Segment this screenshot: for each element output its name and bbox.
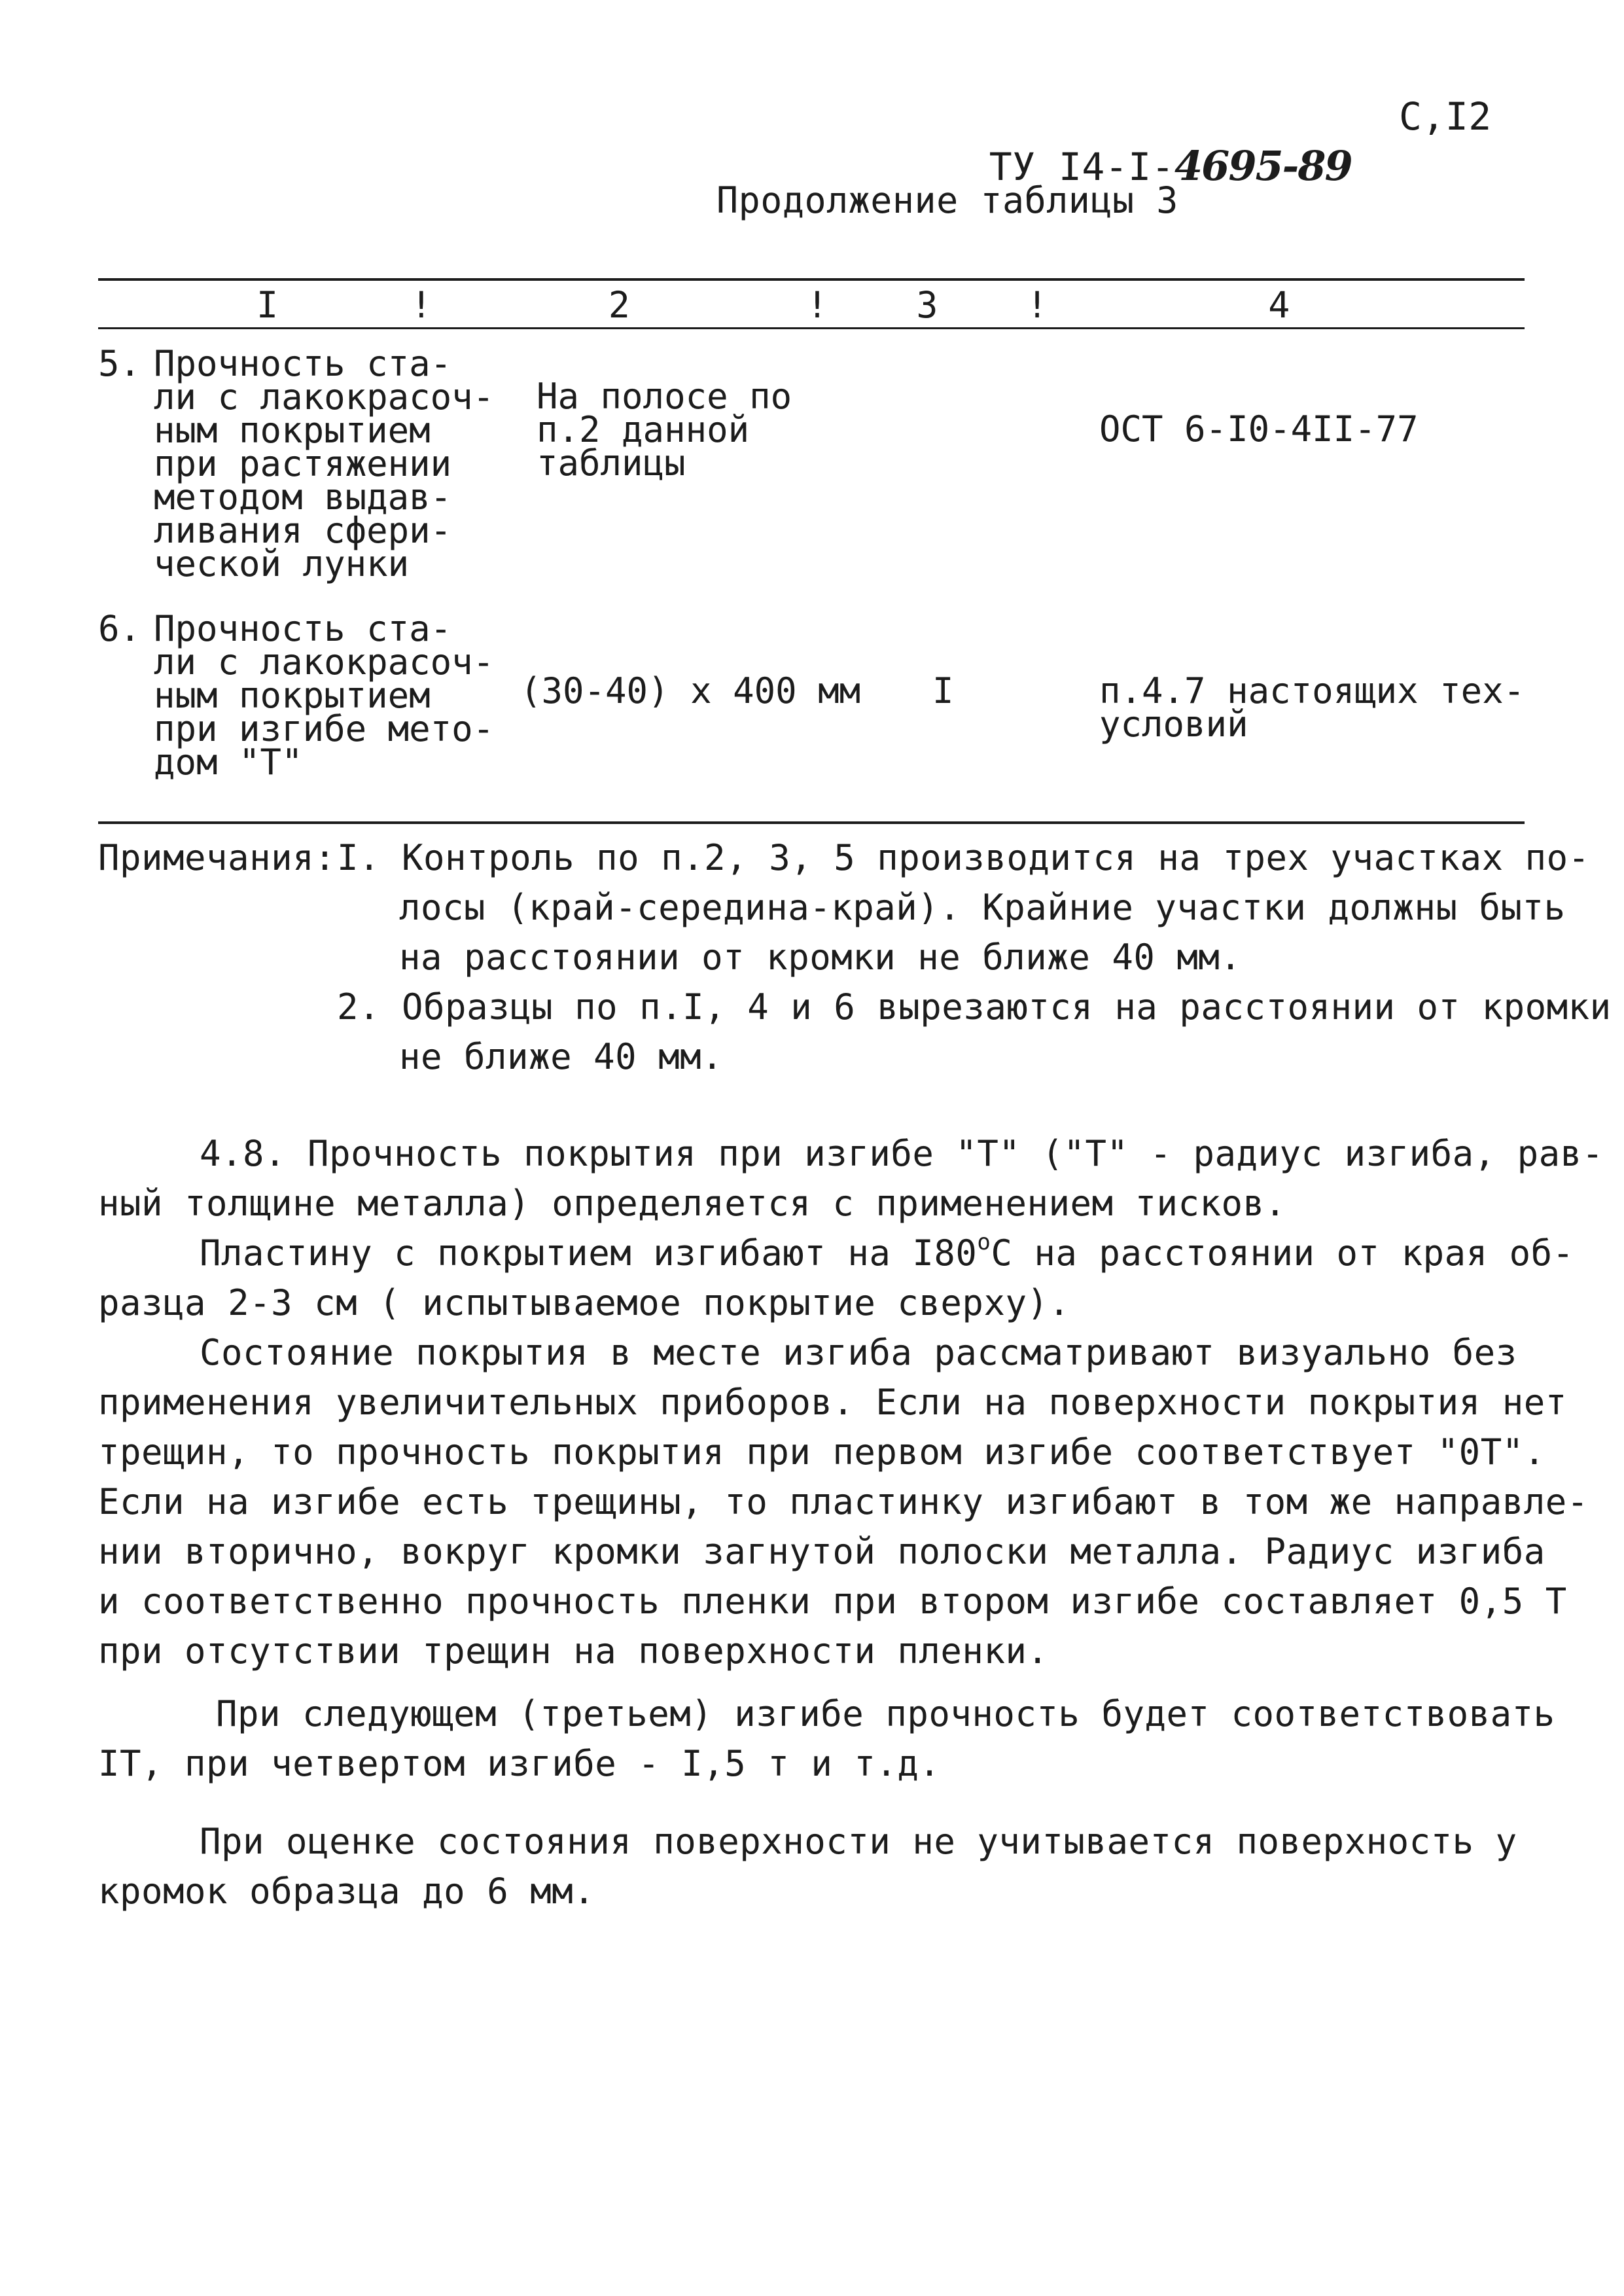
table-row-6-number: 6. — [98, 608, 141, 649]
table-row-5-method: ОСТ 6-I0-4II-77 — [1099, 408, 1419, 450]
body-line: нии вторично, вокруг кромки загнутой полоски металла. Радиус изгиба — [98, 1531, 1545, 1572]
body-line: При следующем (третьем) изгибе прочность будет соответствовать — [216, 1693, 1555, 1734]
degree-superscript: о — [977, 1229, 991, 1255]
body-line — [200, 1229, 1574, 1283]
page-number: С,I2 — [1399, 94, 1492, 139]
notes-line: 2. Образцы по п.I, 4 и 6 вырезаются на расстоянии от кромки — [337, 986, 1612, 1028]
notes-line: не ближе 40 мм. — [399, 1036, 724, 1077]
body-line: и соответственно прочность пленки при втором изгибе составляет 0,5 Т — [98, 1581, 1567, 1622]
notes-line: лосы (край-середина-край). Крайние участки должны быть — [399, 887, 1566, 928]
table-row-5-number: 5. — [98, 343, 141, 384]
body-text: С на расстоянии от края об- — [991, 1232, 1574, 1274]
body-line: Состояние покрытия в месте изгиба рассматривают визуально без — [200, 1332, 1517, 1373]
notes-label: Примечания: — [98, 837, 336, 878]
table-row-6-indicator: Прочность ста- ли с лакокрасоч- ным покрытием при изгибе мето- дом "Т" — [154, 608, 495, 783]
body-line: Если на изгибе есть трещины, то пластинку изгибают в том же направле- — [98, 1481, 1589, 1522]
table-top-rule — [98, 278, 1525, 281]
notes-line: на расстоянии от кромки не ближе 40 мм. — [399, 937, 1242, 978]
body-line: При оценке состояния поверхности не учитывается поверхность у — [200, 1821, 1517, 1862]
table-column-header: I ! 2 ! 3 ! 4 — [256, 284, 1290, 326]
table-bottom-rule — [98, 821, 1525, 824]
body-text: Пластину с покрытием изгибают на I80 — [200, 1232, 978, 1274]
body-line: ный толщине металла) определяется с применением тисков. — [98, 1183, 1286, 1224]
doc-number-handwritten: 4695-89 — [1174, 142, 1352, 190]
body-line: применения увеличительных приборов. Если на поверхности покрытия нет — [98, 1382, 1567, 1423]
body-line: 4.8. Прочность покрытия при изгибе "Т" ("Т" - радиус изгиба, рав- — [200, 1133, 1604, 1174]
table-header-rule — [98, 327, 1525, 329]
body-line: при отсутствии трещин на поверхности пленки. — [98, 1630, 1049, 1672]
doc-number-prefix: ТУ I4-I- — [989, 145, 1175, 189]
body-line: разца 2-3 см ( испытываемое покрытие сверху). — [98, 1282, 1070, 1323]
body-line: кромок образца до 6 мм. — [98, 1871, 595, 1912]
table-row-5-sample: На полосе по п.2 данной таблицы — [537, 376, 792, 484]
body-line: IТ, при четвертом изгибе - I,5 т и т.д. — [98, 1743, 941, 1784]
table-row-6-sample: (30-40) х 400 мм — [520, 670, 861, 711]
table-row-5-indicator: Прочность ста- ли с лакокрасоч- ным покрытием при растяжении методом выдав- ливания сфери- ческой лунки — [154, 343, 495, 584]
table-row-6-count: I — [932, 670, 954, 711]
table-caption: Продолжение таблицы 3 — [716, 179, 1178, 221]
notes-line: I. Контроль по п.2, 3, 5 производится на трех участках по- — [337, 837, 1590, 878]
table-row-6-method: п.4.7 настоящих тех- условий — [1099, 670, 1525, 745]
body-line: трещин, то прочность покрытия при первом изгибе соответствует "0Т". — [98, 1431, 1545, 1473]
